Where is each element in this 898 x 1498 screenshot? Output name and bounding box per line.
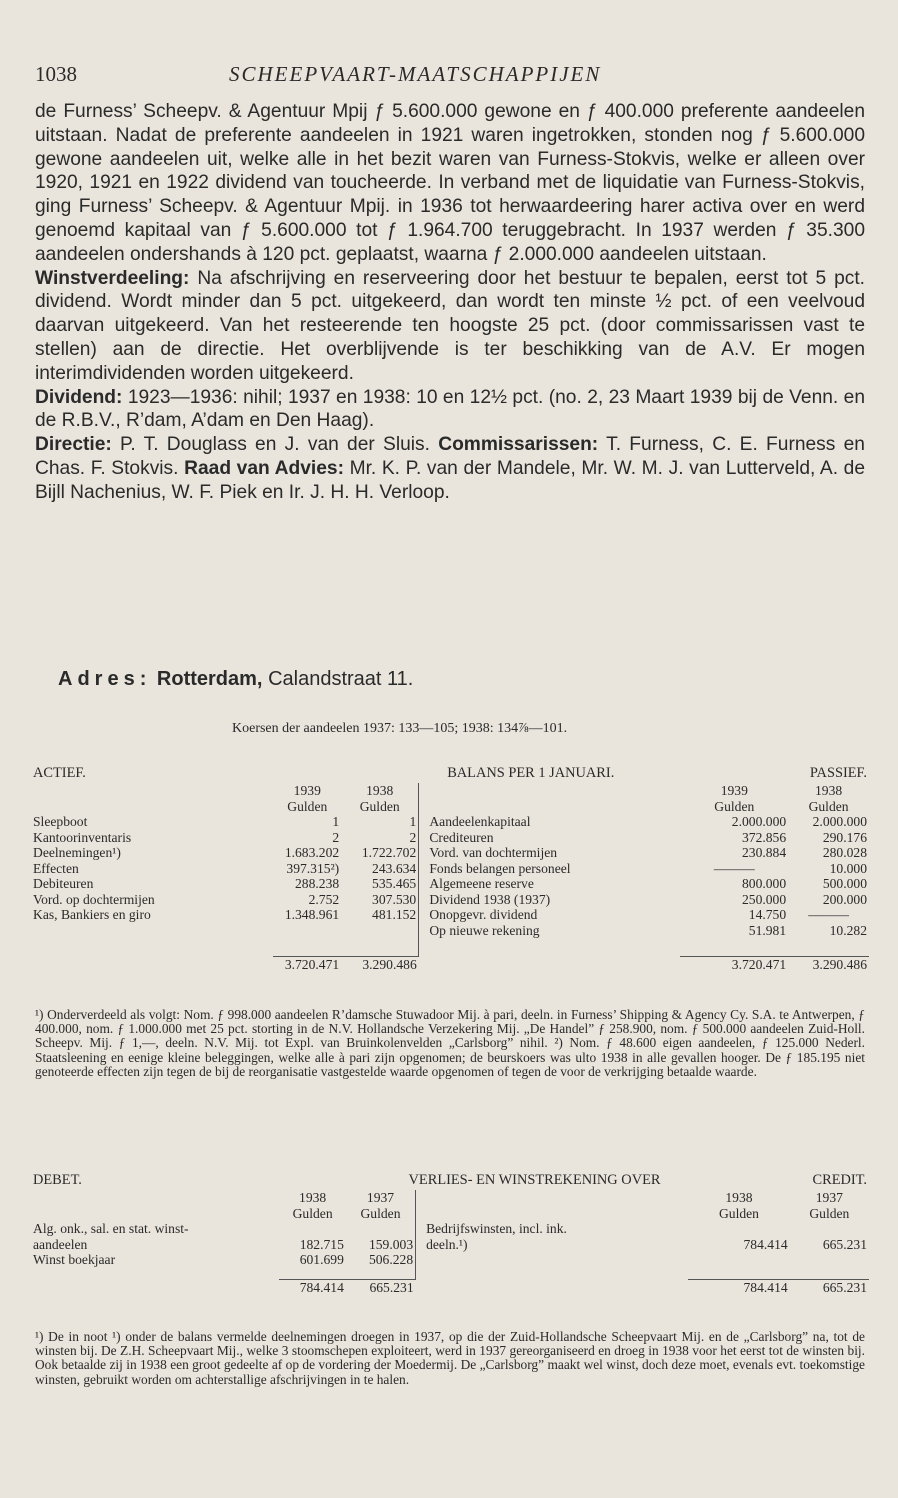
pl-unit-header: Gulden: [809, 1205, 850, 1221]
passief-value: 800.000: [741, 876, 787, 891]
balance-unit-header: Gulden: [714, 798, 755, 814]
balance-year-header: 1939: [293, 783, 321, 798]
totals-row: [31, 1280, 869, 1296]
actief-value: 2: [332, 829, 340, 845]
passief-value: 250.000: [741, 891, 787, 907]
table-row: [31, 814, 869, 830]
actief-value: 2: [409, 829, 417, 845]
passief-value: 200.000: [822, 891, 867, 907]
debet-total: 665.231: [346, 1280, 416, 1296]
debet-label: Winst boekjaar: [33, 1252, 116, 1267]
pl-unit-header: Gulden: [718, 1205, 759, 1221]
commissarissen-label: Commissarissen:: [438, 434, 599, 456]
passief-value: 2.000.000: [812, 814, 867, 829]
directie-text: P. T. Douglass en J. van der Sluis.: [120, 434, 430, 456]
pl-debet-title: DEBET.: [33, 1172, 82, 1188]
passief-label: Crediteuren: [429, 829, 494, 845]
profit-loss-table: [31, 1170, 869, 1296]
winstverdeeling-paragraph: [35, 267, 865, 386]
credit-value: 784.414: [743, 1236, 788, 1252]
actief-value: 481.152: [372, 907, 417, 922]
actief-value: 1.722.702: [361, 845, 417, 860]
balance-year-header: 1938: [366, 783, 394, 798]
balance-unit-header: Gulden: [287, 798, 328, 814]
share-prices: Koersen der aandeelen 1937: 133—105; 1938: 134⅞—101.: [232, 721, 568, 736]
actief-value: 1: [332, 814, 340, 829]
passief-value: 280.028: [822, 845, 867, 860]
pl-year-header: 1938: [299, 1190, 327, 1205]
table-row: [31, 907, 869, 923]
debet-value: 601.699: [299, 1252, 344, 1267]
actief-value: 1.348.961: [284, 907, 340, 922]
credit-total: 665.231: [790, 1280, 869, 1296]
actief-total: 3.720.471: [273, 956, 341, 972]
address-label: Adres:: [58, 668, 152, 690]
actief-value: 1.683.202: [284, 845, 340, 860]
balance-actief-title: ACTIEF.: [33, 765, 86, 781]
passief-value: ———: [713, 860, 755, 876]
balance-footnote: ¹) Onderverdeeld als volgt: Nom. ƒ 998.000 aandeelen R’damsche Stuwadoor Mij. à pari, deeln. in Furness’ Shipping & Agency Cy. S.A. te Antwerpen, ƒ 400.000, nom. ƒ 1.000.000 met 25 pct. storting in de N.V. Hollandsche Verzekering Mij. „De Handel” ƒ 258.900, nom. ƒ 500.000 aandeelen Zuid-Holl. Scheepv. Mij. ƒ 1,—, deeln. N.V. Mij. tot Expl. van Bruinkolenvelden „Carlsborg” nihil. ²) Nom. ƒ 48.600 eigen aandeelen, ƒ 125.000 Nederl. Staatsleening en eenige kleine beleggingen, welke alle à pari zijn opgenomen; de beurskoers was ulto 1938 in alle gevallen hooger. De ƒ 185.195 niet genoteerde effecten zijn tegen de bij de reorganisatie vastgestelde waarde opgenomen of tegen de voor de verkrijging betaalde waarde.: [35, 1007, 865, 1079]
passief-label: Op nieuwe rekening: [429, 922, 540, 938]
passief-label: Dividend 1938 (1937): [429, 891, 551, 907]
table-row: [31, 923, 869, 939]
passief-value: 14.750: [748, 907, 787, 922]
dividend-paragraph: [35, 386, 865, 434]
pl-year-header: 1937: [815, 1190, 843, 1205]
winstverdeeling-label: Winstverdeeling:: [35, 267, 190, 289]
passief-label: Algemeene reserve: [429, 876, 534, 891]
actief-label: Kas, Bankiers en giro: [33, 907, 151, 922]
running-title: SCHEEPVAART-MAATSCHAPPIJEN: [229, 62, 602, 86]
dividend-label: Dividend:: [35, 386, 123, 408]
table-row: [31, 861, 869, 877]
actief-value: 307.530: [372, 891, 417, 907]
table-row: [31, 1252, 869, 1268]
debet-value: 506.228: [368, 1252, 414, 1267]
passief-label: Vord. van dochtermijen: [429, 845, 558, 860]
actief-label: Effecten: [33, 860, 79, 876]
balance-year-header: 1939: [720, 783, 748, 798]
passief-value: 290.176: [822, 829, 867, 845]
balance-unit-header: Gulden: [359, 798, 400, 814]
body-text: [35, 100, 865, 505]
actief-label: Deelnemingen¹): [33, 845, 121, 860]
actief-total: 3.290.486: [341, 956, 419, 972]
actief-label: Vord. op dochtermijen: [33, 891, 155, 907]
passief-label: Fonds belangen personeel: [429, 860, 571, 876]
pl-unit-header: Gulden: [360, 1205, 401, 1221]
totals-row: [31, 956, 869, 972]
actief-value: 397.315²): [286, 860, 340, 876]
credit-value: 665.231: [822, 1236, 867, 1252]
commissarissen-text: T. Furness, C. E. Furness en Chas. F. Stokvis.: [35, 434, 865, 479]
passief-value: 2.000.000: [731, 814, 787, 829]
intro-paragraph: de Furness’ Scheepv. & Agentuur Mpij ƒ 5.600.000 gewone en ƒ 400.000 preferente aandeelen uitstaan. Nadat de preferente aandeelen in 1921 waren ingetrokken, stonden nog ƒ 5.600.000 gewone aandeelen uit, welke alle in het bezit waren van Furness-Stokvis, welke er alleen over 1920, 1921 en 1922 dividend van toucheerde. In verband met de liquidatie van Furness-Stokvis, ging Furness’ Scheepv. & Agentuur Mpij. in 1936 tot herwaardeering harer activa over en werd genoemd kapitaal van ƒ 5.600.000 tot ƒ 1.964.700 teruggebracht. In 1937 werden ƒ 35.300 aandeelen ondershands à 120 pct. geplaatst, waarna ƒ 2.000.000 aandeelen uitstaan.: [35, 101, 865, 265]
passief-label: Aandeelenkapitaal: [429, 814, 531, 829]
winstverdeeling-text: Na afschrijving en reserveering door het bestuur te bepalen, eerst tot 5 pct. dividend. Wordt minder dan 5 pct. uitgekeerd, dan wordt ten minste ½ pct. of een veelvoud daarvan uitgekeerd. Van het resteerende ten hoogste 25 pct. (door commissarissen vast te stellen) aan de directie. Het overblijvende is ter beschikking van de A.V. Er mogen interimdividenden worden uitgekeerd.: [35, 267, 866, 384]
table-row: [31, 845, 869, 861]
pl-title: VERLIES- EN WINSTREKENING OVER: [408, 1172, 661, 1188]
passief-value: 230.884: [741, 845, 787, 860]
balance-unit-header: Gulden: [808, 798, 849, 814]
directie-paragraph: [35, 433, 865, 504]
table-row: [31, 1237, 869, 1253]
balance-year-header: 1938: [814, 783, 843, 798]
actief-value: 1: [409, 814, 417, 829]
debet-label: aandeelen: [33, 1236, 88, 1252]
credit-total: 784.414: [688, 1280, 789, 1296]
passief-value: 10.000: [829, 860, 867, 876]
address-line: [58, 668, 413, 691]
pl-year-header: 1938: [725, 1190, 753, 1205]
debet-total: 784.414: [279, 1280, 346, 1296]
actief-label: Debiteuren: [33, 876, 94, 891]
pl-credit-title: CREDIT.: [812, 1172, 867, 1188]
passief-total: 3.720.471: [680, 956, 788, 972]
address-city: Rotterdam,: [156, 668, 263, 690]
debet-value: 182.715: [299, 1236, 344, 1252]
actief-label: Kantoorinventaris: [33, 829, 132, 845]
table-row: [31, 1221, 869, 1237]
balance-passief-title: PASSIEF.: [809, 765, 867, 781]
debet-label: Alg. onk., sal. en stat. winst-: [33, 1221, 189, 1236]
raad-label: Raad van Advies:: [184, 457, 344, 479]
credit-label: deeln.¹): [426, 1236, 468, 1252]
passief-value: ———: [808, 907, 849, 922]
actief-label: Sleepboot: [33, 814, 88, 829]
directie-label: Directie:: [35, 434, 112, 456]
balance-title: BALANS PER 1 JANUARI.: [447, 765, 615, 781]
dividend-text: 1923—1936: nihil; 1937 en 1938: 10 en 12½ pct. (no. 2, 23 Maart 1939 bij de Venn. en de R.B.V., R’dam, A’dam en Den Haag).: [35, 386, 865, 432]
pl-unit-header: Gulden: [292, 1205, 333, 1221]
credit-label: Bedrijfswinsten, incl. ink.: [426, 1221, 567, 1236]
actief-value: 535.465: [372, 876, 417, 891]
address-street: Calandstraat 11.: [268, 668, 414, 690]
passief-label: Onopgevr. dividend: [429, 907, 538, 922]
actief-value: 243.634: [372, 860, 417, 876]
actief-value: 288.238: [295, 876, 340, 891]
balance-sheet-table: [31, 763, 869, 972]
table-row: [31, 892, 869, 908]
table-row: [31, 876, 869, 892]
raad-text: Mr. K. P. van der Mandele, Mr. W. M. J. van Lutterveld, A. de Bijll Nachenius, W. F. Piek en Ir. J. H. H. Verloop.: [35, 457, 865, 503]
profit-loss-footnote: ¹) De in noot ¹) onder de balans vermelde deelnemingen droegen in 1937, op die der Zuid-Hollandsche Scheepvaart Mij. en de „Carlsborg” na, tot de winsten bij. De Z.H. Scheepvaart Mij., welke 3 stoomschepen exploiteert, werd in 1937 gereorganiseerd en droeg in 1938 voor het eerst tot de winsten bij. Ook betaalde zij in 1938 een groot gedeelte af op de vordering der Moedermij. De „Carlsborg” maakt wel winst, doch deze moet, evenals evt. toekomstige winsten, gebruikt worden om achterstallige afschrijvingen in te halen.: [35, 1329, 865, 1387]
pl-year-header: 1937: [366, 1190, 395, 1205]
debet-value: 159.003: [368, 1236, 414, 1252]
actief-value: 2.752: [308, 891, 340, 907]
page-header: [35, 62, 865, 92]
passief-value: 51.981: [748, 922, 787, 938]
table-row: [31, 830, 869, 846]
passief-value: 10.282: [829, 922, 867, 938]
passief-total: 3.290.486: [788, 956, 869, 972]
passief-value: 500.000: [822, 876, 867, 891]
page-number: 1038: [35, 62, 77, 86]
passief-value: 372.856: [741, 829, 787, 845]
